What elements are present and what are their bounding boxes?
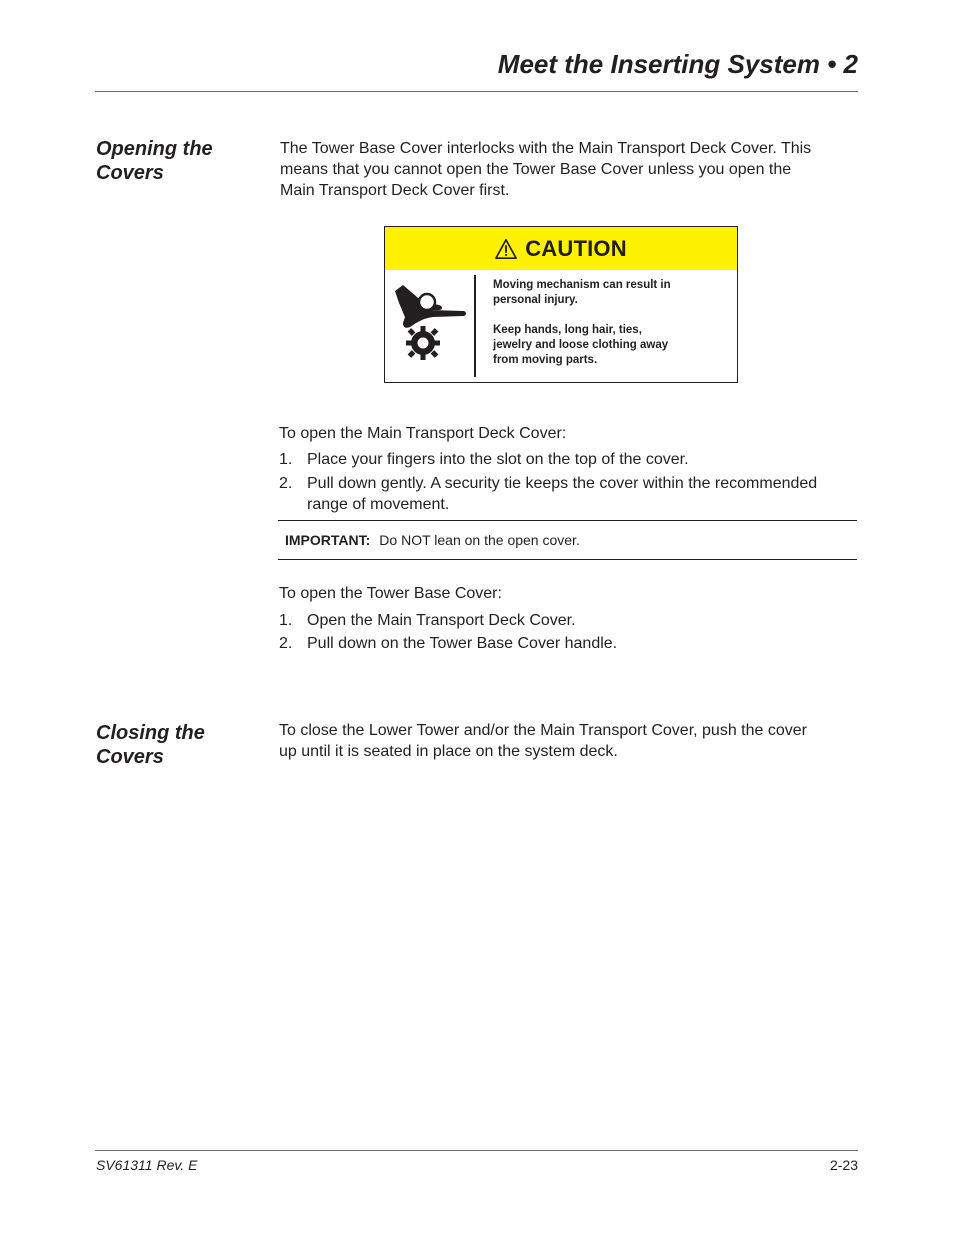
caution-header [385,227,737,270]
caution-text-line: personal injury. [493,294,578,306]
step-text: range of movement. [307,496,450,513]
text-line: To close the Lower Tower and/or the Main Transport Cover, push the cover [279,722,807,739]
step-number: 2. [279,635,293,652]
caution-divider [474,275,476,377]
list-item [279,449,859,470]
footer-rule [95,1150,858,1151]
step-text: Pull down gently. A security tie keeps the cover within the recommended [307,475,818,492]
important-text: Do NOT lean on the open cover. [379,532,580,548]
caution-label [384,226,738,383]
deck-steps-list [279,449,859,515]
important-note [278,520,857,560]
heading-line: Opening the [96,138,213,160]
caution-text-line: from moving parts. [493,354,598,366]
text-line: means that you cannot open the Tower Base Cover unless you open the [280,161,792,178]
text-line: Main Transport Deck Cover first. [280,182,510,199]
tower-steps-list [279,610,859,654]
document-id: SV61311 Rev. E [96,1157,198,1173]
step-text: Place your fingers into the slot on the top of the cover. [307,451,689,468]
caution-text-line: Keep hands, long hair, ties, [493,324,642,336]
section-heading-closing [96,721,246,769]
step-number: 1. [279,612,293,629]
heading-line: Covers [96,746,164,768]
closing-body [279,720,859,762]
text-line: The Tower Base Cover interlocks with the Main Transport Deck Cover. This [280,140,812,157]
important-label: IMPORTANT: [285,532,371,548]
heading-line: Closing the [96,722,205,744]
step-number: 2. [279,475,293,492]
tower-procedure-intro: To open the Tower Base Cover: [279,585,502,602]
caution-text-line: jewelry and loose clothing away [493,339,669,351]
page-number: 2-23 [829,1157,858,1173]
header-rule [95,91,858,92]
step-text: Pull down on the Tower Base Cover handle. [307,635,618,652]
list-item [279,473,859,515]
step-text: Open the Main Transport Deck Cover. [307,612,576,629]
chapter-title: Meet the Inserting System • 2 [497,49,858,79]
heading-line: Covers [96,162,164,184]
step-number: 1. [279,451,293,468]
deck-procedure-intro: To open the Main Transport Deck Cover: [279,425,567,442]
opening-intro [280,138,860,201]
list-item [279,633,859,654]
text-line: up until it is seated in place on the system deck. [279,743,618,760]
caution-message [493,278,723,368]
list-item [279,610,859,631]
section-heading-opening [96,137,246,185]
pinch-hazard-icon [391,281,467,361]
caution-text-line: Moving mechanism can result in [493,279,671,291]
warning-triangle-icon [495,238,517,260]
caution-title: CAUTION [525,235,627,261]
